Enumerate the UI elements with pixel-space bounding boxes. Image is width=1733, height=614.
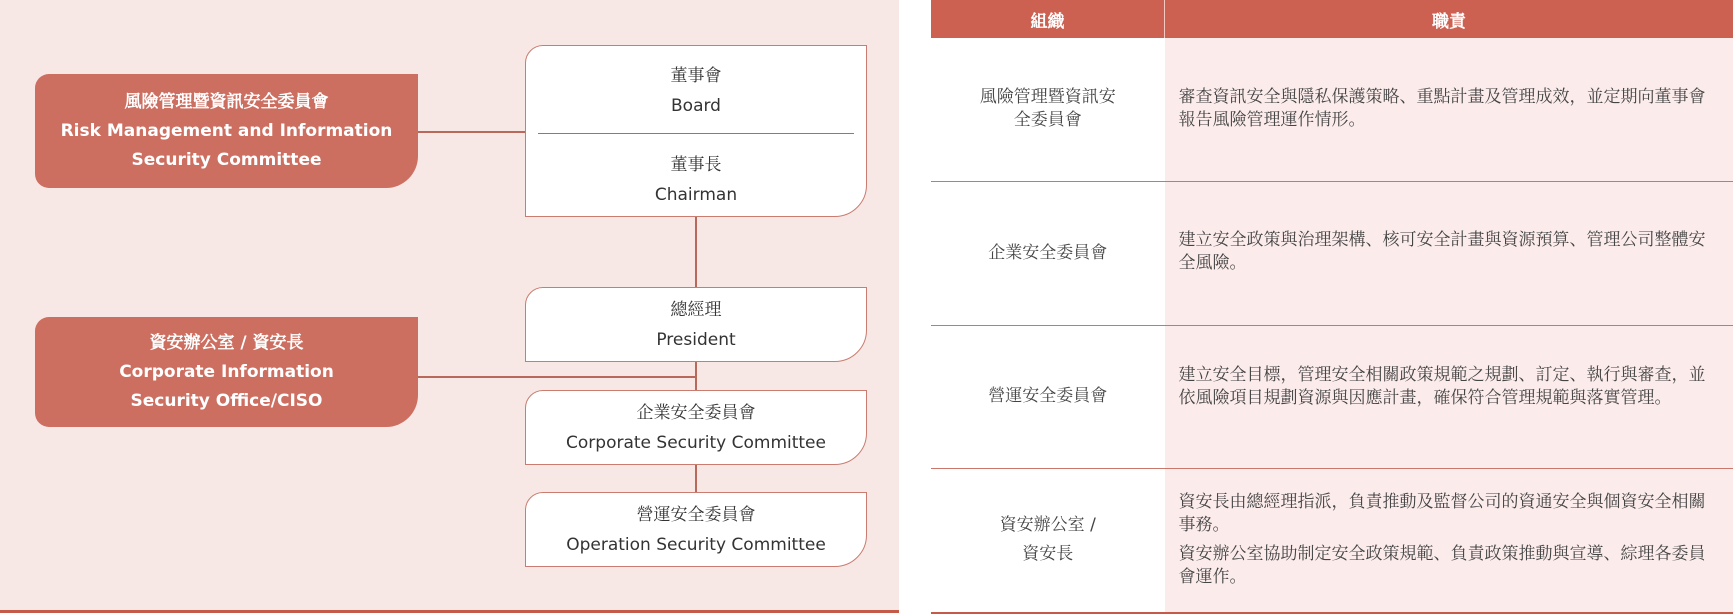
org-line1: 營運安全委員會	[988, 385, 1107, 408]
connector-ciso	[417, 376, 696, 378]
org-cell	[931, 468, 1165, 613]
header-responsibility: 職責	[1165, 0, 1733, 38]
corporate-committee-zh: 企業安全委員會	[637, 398, 756, 428]
board-chairman-box	[525, 45, 867, 217]
org-cell	[931, 325, 1165, 468]
table-row	[931, 38, 1733, 181]
org-line1: 企業安全委員會	[988, 242, 1107, 265]
table-row	[931, 468, 1733, 613]
org-cell	[931, 181, 1165, 325]
ciso-en-line1: Corporate Information	[119, 358, 334, 387]
duty-cell	[1165, 38, 1733, 181]
risk-committee-en-line2: Security Committee	[131, 146, 321, 175]
risk-committee-zh: 風險管理暨資訊安全委員會	[125, 88, 329, 117]
org-line2: 全委員會	[1014, 109, 1082, 132]
operation-committee-en: Operation Security Committee	[566, 530, 826, 560]
header-organization: 組織	[931, 0, 1165, 38]
org-cell	[931, 38, 1165, 181]
operation-committee-box	[525, 492, 867, 567]
operation-committee-zh: 營運安全委員會	[637, 500, 756, 530]
risk-committee-en-line1: Risk Management and Information	[61, 117, 393, 146]
chairman-zh: 董事長	[671, 150, 722, 180]
ciso-box	[35, 317, 418, 427]
table-row	[931, 181, 1733, 325]
connector-corporate-operation	[695, 465, 697, 492]
connector-board-president	[695, 217, 697, 287]
risk-committee-box	[35, 74, 418, 188]
table-header-row	[931, 0, 1733, 38]
duty-cell	[1165, 468, 1733, 613]
duty-cell	[1165, 325, 1733, 468]
ciso-zh: 資安辦公室 / 資安長	[149, 329, 303, 358]
board-zh: 董事會	[671, 61, 722, 91]
duty-text: 審查資訊安全與隱私保護策略、重點計畫及管理成效，並定期向董事會報告風險管理運作情形。	[1179, 86, 1720, 132]
org-line2: 資安長	[1022, 540, 1073, 569]
duty-text: 建立安全目標，管理安全相關政策規範之規劃、訂定、執行與審查，並依風險項目規劃資源與因應計畫，確保符合管理規範與落實管理。	[1179, 364, 1720, 410]
board-chairman-divider	[538, 133, 854, 134]
duty-text: 資安長由總經理指派，負責推動及監督公司的資通安全與個資安全相關事務。	[1179, 491, 1720, 537]
president-en: President	[656, 325, 735, 355]
duty-cell	[1165, 181, 1733, 325]
responsibility-table	[931, 0, 1733, 614]
corporate-committee-box	[525, 390, 867, 465]
corporate-committee-en: Corporate Security Committee	[566, 428, 826, 458]
table-row	[931, 325, 1733, 468]
duty-text: 資安辦公室協助制定安全政策規範、負責政策推動與宣導、綜理各委員會運作。	[1179, 543, 1720, 589]
chairman-en: Chairman	[655, 180, 737, 210]
connector-risk-committee	[417, 131, 526, 133]
connector-president-corporate	[695, 362, 697, 390]
board-en: Board	[671, 91, 721, 121]
president-box	[525, 287, 867, 362]
org-line1: 資安辦公室 /	[1000, 511, 1096, 540]
president-zh: 總經理	[671, 295, 722, 325]
duty-text: 建立安全政策與治理架構、核可安全計畫與資源預算、管理公司整體安全風險。	[1179, 229, 1720, 275]
ciso-en-line2: Security Office/CISO	[130, 387, 322, 416]
org-line1: 風險管理暨資訊安	[980, 86, 1116, 109]
